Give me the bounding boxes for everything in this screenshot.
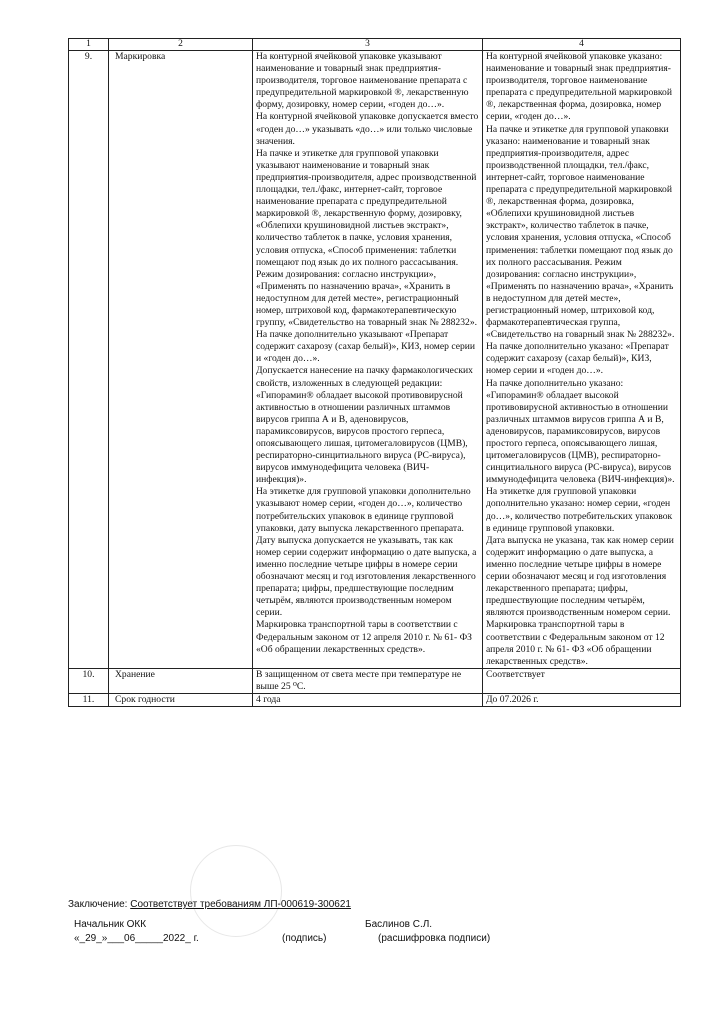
- result-cell: Соответствует: [483, 668, 681, 693]
- requirement-paragraph: На контурной ячейковой упаковке указывают наименование и товарный знак предприятия-производителя, торговое наименование препарата с предупредительной маркировкой ®, лекарственную форму, дозировку, номер серии, «годен до…».: [256, 51, 469, 111]
- result-cell: [483, 51, 681, 669]
- requirement-paragraph: Допускается нанесение на пачку фармакологических свойств, изложенных в следующей редакции: «Гипорамин® обладает высокой противовирусной активностью в отношении различных штаммов вирусов гриппа А и В, аденовирусов, парамиксовирусов, вирусов простого герпеса, опоясывающего лишая, цитомегаловирусов (ЦМВ), респираторно-синцитиального вируса (PC-вируса), вирусов иммунодефицита человека (ВИЧ-инфекция)».: [256, 365, 473, 486]
- row-number: 11.: [69, 693, 109, 706]
- requirement-paragraph: На пачке и этикетке для групповой упаковки указывают наименование и товарный знак предприятия-производителя, адрес производственной площадки, тел./факс, интернет-сайт, торговое наименование препарата с предупредительной маркировкой ®, лекарственную форму, дозировку, «Облепихи крушиновидной листьев экстракт», количество таблеток в пачке, условия хранения, условия отпуска, «Способ применения: таблетки помещают под язык до их полного рассасывания. Режим дозирования: согласно инструкции», «Применять по назначению врача», «Хранить в недоступном для детей месте», регистрационный номер, штриховой код, фармакотерапевтическую группу, «Свидетельство на товарный знак № 288232».: [256, 147, 478, 329]
- result-paragraph: Дата выпуска не указана, так как номер серии содержит информацию о дате выпуска, а именно последние четыре цифры в номере серии обозначают месяц и год изготовления лекарственного препарата; цифры, предшествующие последним четырём, являются производственным номером серии.: [486, 534, 674, 619]
- table-row-shelf-life: [69, 693, 681, 706]
- result-paragraph: На пачке дополнительно указано: «Препарат содержит сахарозу (сахар белый)», КИЗ, номер серии и «годен до…».: [486, 341, 669, 377]
- result-paragraph: На пачке дополнительно указано: «Гипорамин® обладает высокой противовирусной активностью в отношении различных штаммов вирусов гриппа А и В, аденовирусов, парамиксовирусов, вирусов простого герпеса, опоясывающего лишая, цитомегаловирусов (ЦМВ), респираторно-синцитиального вируса (PC-вируса), вирусов иммунодефицита человека (ВИЧ-инфекция)».: [486, 377, 675, 486]
- result-paragraph: На пачке и этикетке для групповой упаковки указано: наименование и товарный знак предприятия-производителя, адрес производственной площадки, тел./факс, интернет-сайт, торговое наименование препарата с предупредительной маркировкой ®, лекарственная форма, дозировка, «Облепихи крушиновидной листьев экстракт», количество таблеток в пачке, условия хранения, условия отпуска, «Способ применения: таблетки помещают под язык до их полного рассасывания. Режим дозирования: согласно инструкции», «Применять по назначению врача», «Хранить в недоступном для детей месте», регистрационный номер, штриховой код, фармакотерапевтическая группа, «Свидетельство на говарный знак № 288232».: [486, 123, 675, 341]
- row-number: 9.: [69, 51, 109, 669]
- requirement-paragraph: Маркировка транспортной тары в соответствии с Федеральным законом от 12 апреля 2010 г. № 61- ФЗ «Об обращении лекарственных средств».: [256, 619, 472, 655]
- row-title: Маркировка: [109, 51, 253, 669]
- result-paragraph: На контурной ячейковой упаковке указано: наименование и товарный знак предприятия-производителя, торговое наименование препарата с предупредительной маркировкой ®, лекарственная форма, дозировка, номер серии, «годен до…».: [486, 51, 672, 123]
- row-title: Хранение: [109, 668, 253, 693]
- row-title: Срок годности: [109, 693, 253, 706]
- requirement-cell: 4 года: [253, 693, 483, 706]
- table-row-marking: [69, 51, 681, 669]
- signature-date: «_29_»___06_____2022_ г.: [74, 933, 199, 944]
- requirement-paragraph: На пачке дополнительно указывают «Препарат содержит сахарозу (сахар белый)», КИЗ, номер серии и «годен до…».: [256, 329, 476, 365]
- conclusion: [68, 899, 351, 910]
- header-cell: 3: [253, 39, 483, 51]
- table-header-row: [69, 39, 681, 51]
- signer-name: Баслинов С.Л.: [365, 919, 433, 930]
- row-number: 10.: [69, 668, 109, 693]
- header-cell: 2: [109, 39, 253, 51]
- requirement-cell: В защищенном от света месте при температуре не выше 25 ⁰С.: [253, 668, 483, 693]
- conclusion-text: Соответствует требованиям ЛП-000619-300621: [130, 899, 351, 910]
- result-paragraph: На этикетке для групповой упаковки дополнительно указано: номер серии, «годен до…», количество потребительских упаковок в единице групповой упаковки.: [486, 486, 673, 534]
- requirement-paragraph: На этикетке для групповой упаковки дополнительно указывают номер серии, «годен до…», количество потребительских упаковок в единице групповой упаковки, дату выпуска лекарственного препарата.: [256, 486, 471, 534]
- requirement-cell: [253, 51, 483, 669]
- stamp-mark: [190, 845, 282, 937]
- spec-table: [68, 38, 681, 707]
- header-cell: 1: [69, 39, 109, 51]
- requirement-paragraph: На контурной ячейковой упаковке допускается вместо «годен до…» указывать «до…» или только числовые значения.: [256, 111, 479, 147]
- requirement-paragraph: Дату выпуска допускается не указывать, так как номер серии содержит информацию о дате выпуска, а именно последние четыре цифры в номере серии обозначают месяц и год изготовления лекарственного препарата; цифры, предшествующие последним четырём, являются производственным номером серии.: [256, 534, 477, 619]
- signature-hint: (подпись): [282, 933, 327, 944]
- signer-position: Начальник ОКК: [74, 919, 147, 930]
- result-paragraph: Маркировка транспортной тары в соответствии с Федеральным законом от 12 апреля 2010 г. № 61- ФЗ «Об обращении лекарственных средств».: [486, 619, 665, 667]
- table-row-storage: [69, 668, 681, 693]
- result-cell: До 07.2026 г.: [483, 693, 681, 706]
- signer-name-hint: (расшифровка подписи): [378, 933, 491, 944]
- header-cell: 4: [483, 39, 681, 51]
- conclusion-label: Заключение:: [68, 899, 128, 910]
